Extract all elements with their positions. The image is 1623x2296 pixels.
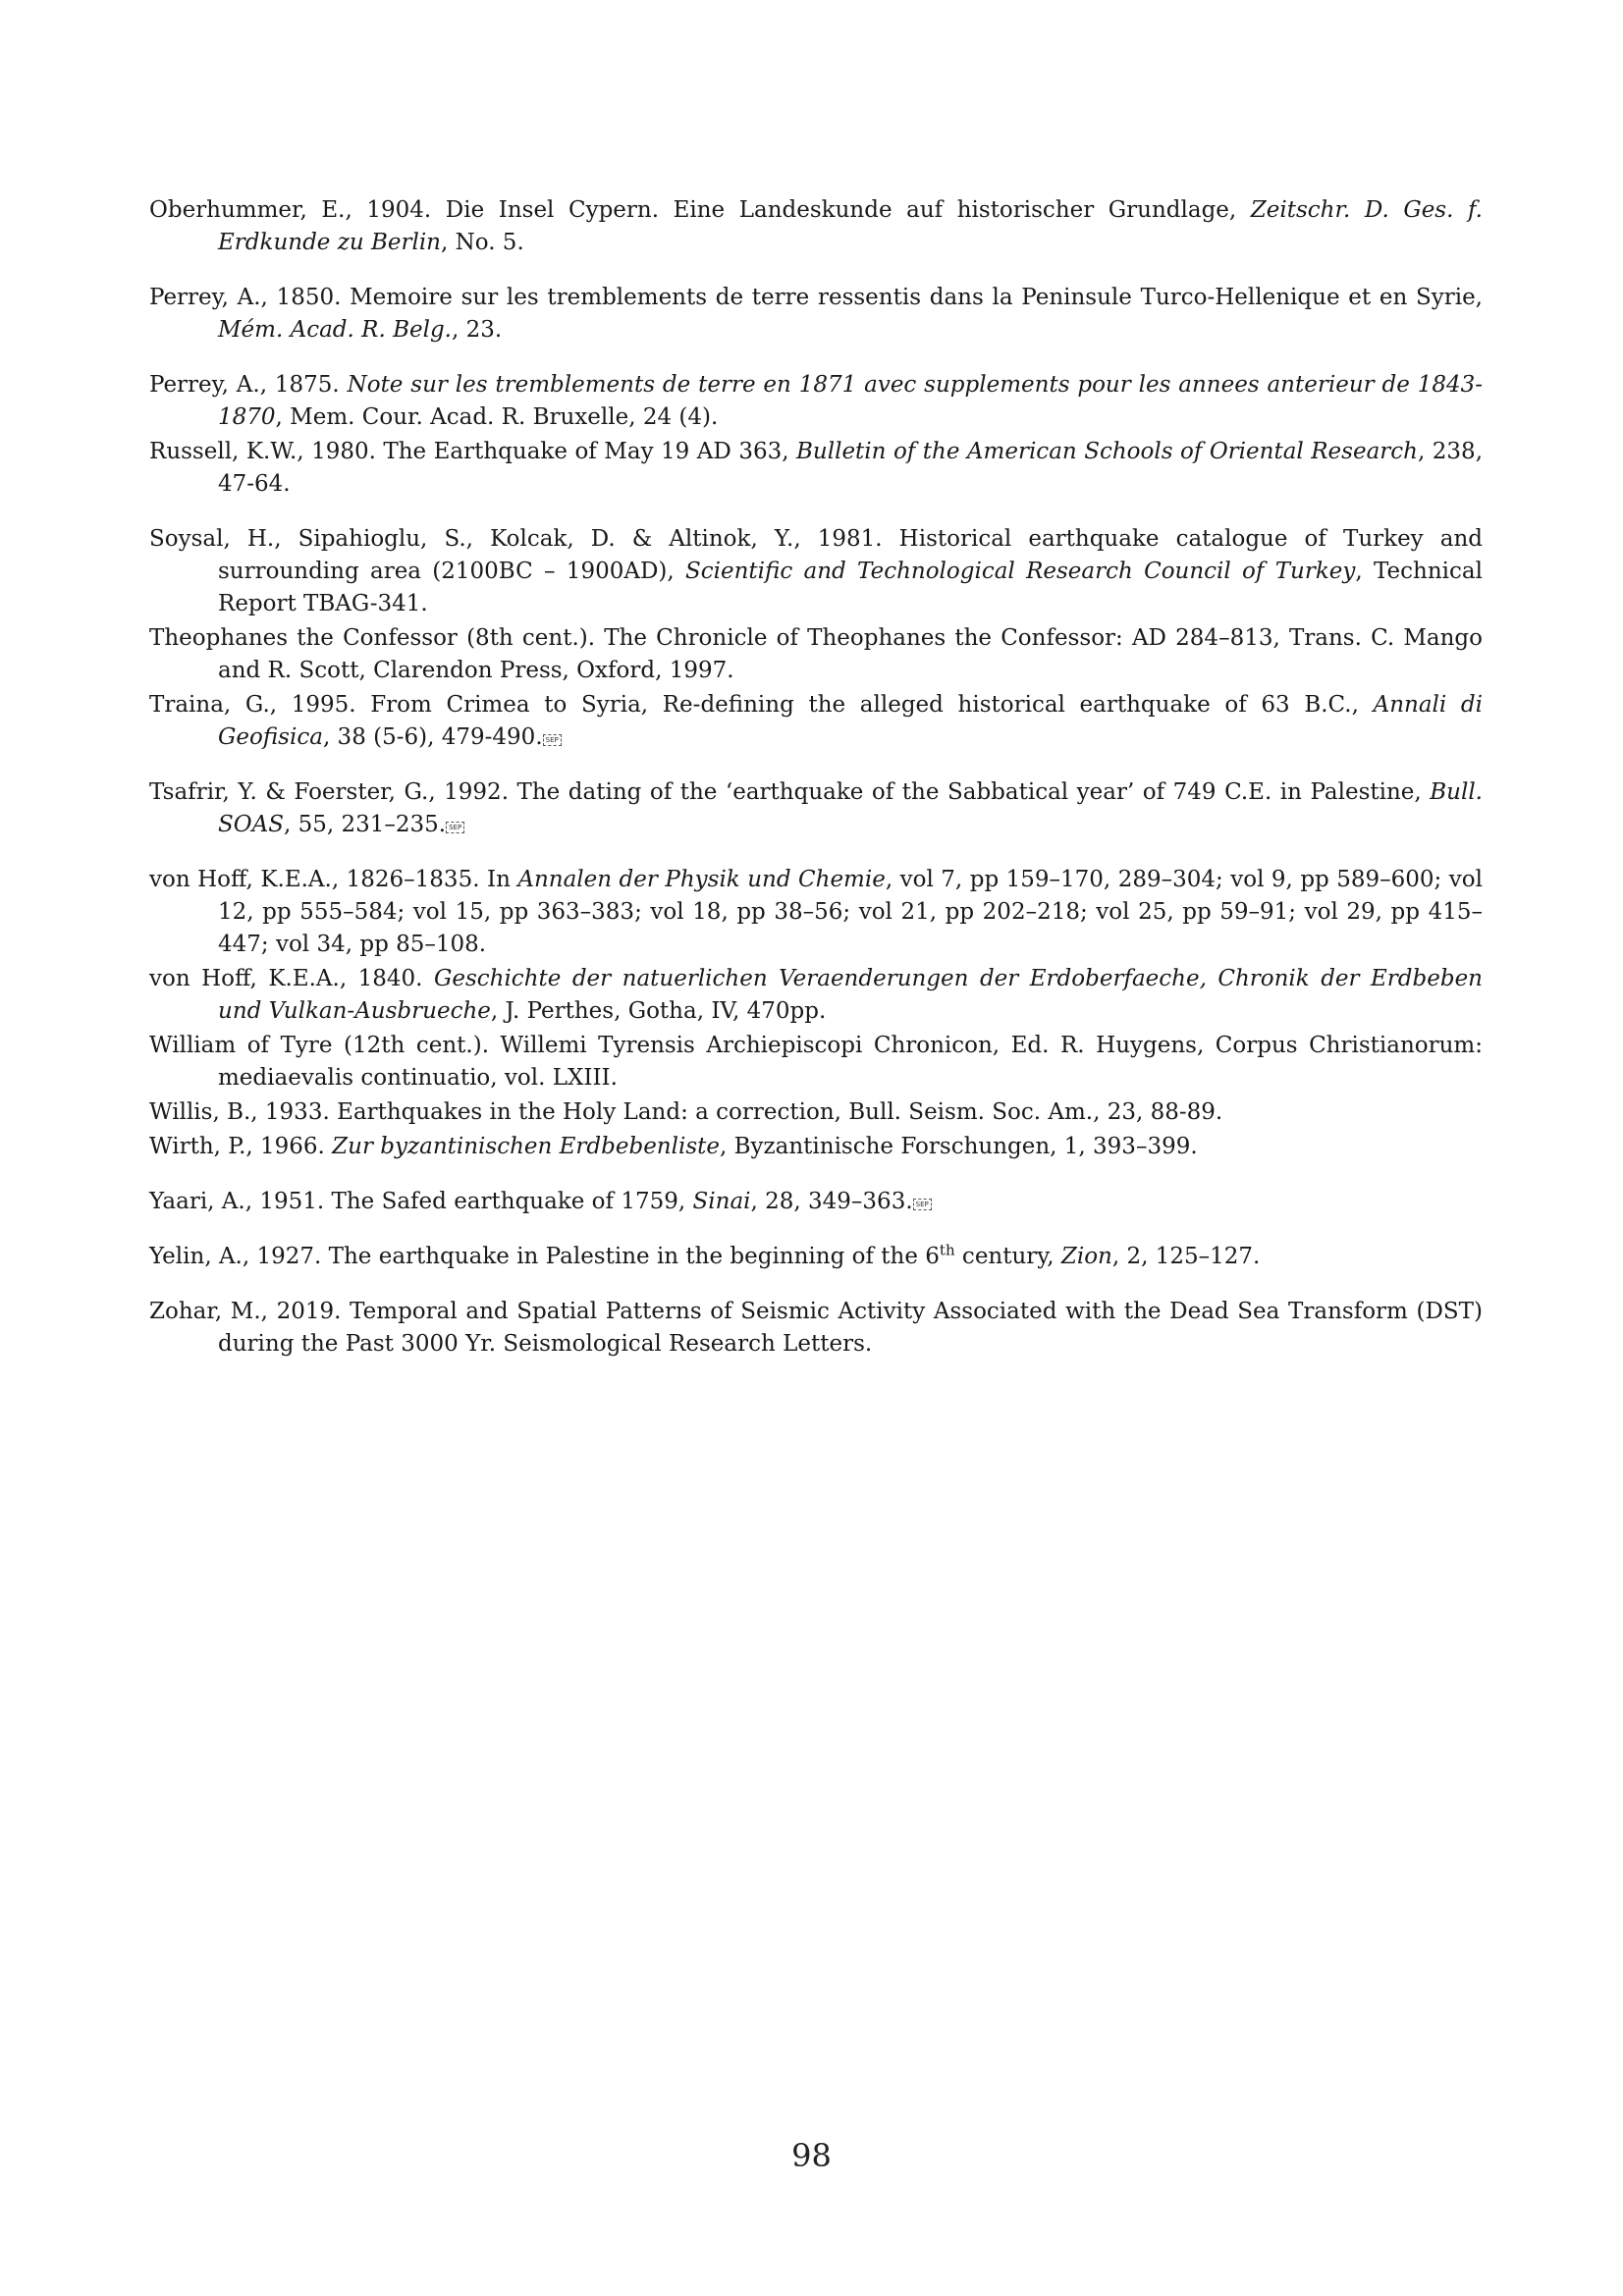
reference-entry <box>149 282 1483 347</box>
reference-text: Perrey, A., 1875. <box>149 372 348 398</box>
reference-text: century, <box>954 1244 1061 1269</box>
reference-text: Tsafrir, Y. & Foerster, G., 1992. The dating of the ‘earthquake of the Sabbatical year’ of 749 C.E. in Palestine, <box>149 779 1431 805</box>
reference-text: Russell, K.W., 1980. The Earthquake of May 19 AD 363, <box>149 439 797 464</box>
italic-text: Scientific and Technological Research Council of Turkey <box>684 559 1356 584</box>
italic-text: Note sur les tremblements de terre en 1871 avec supplements pour les annees anterieur de 1843-1870 <box>218 372 1483 430</box>
superscript-text: th <box>939 1241 955 1259</box>
italic-text: Geschichte der natuerlichen Veraenderungen der Erdoberfaeche, Chronik der Erdbeben und Vulkan-Ausbrueche <box>218 966 1483 1024</box>
italic-text: Zur byzantinischen Erdbebenliste <box>332 1134 720 1159</box>
reference-text: , 238, 47-64. <box>218 439 1484 497</box>
reference-entry <box>149 622 1483 687</box>
reference-text: Yaari, A., 1951. The Safed earthquake of 1759, <box>149 1189 693 1214</box>
separator-mark: SEP <box>913 1199 932 1210</box>
reference-text: Perrey, A., 1850. Memoire sur les tremblements de terre ressentis dans la Peninsule Turco-Hellenique et en Syrie, <box>149 285 1483 310</box>
reference-text: Traina, G., 1995. From Crimea to Syria, Re-defining the alleged historical earthquake of 63 B.C., <box>149 692 1374 718</box>
reference-text: von Hoff, K.E.A., 1840. <box>149 966 434 991</box>
reference-entry <box>149 523 1483 620</box>
reference-text: Zohar, M., 2019. Temporal and Spatial Patterns of Seismic Activity Associated with the Dead Sea Transform (DST) during the Past 3000 Yr. Seismological Research Letters. <box>149 1299 1483 1357</box>
reference-entry <box>149 194 1483 259</box>
italic-text: Bull. SOAS <box>218 779 1483 837</box>
reference-entry <box>149 963 1483 1028</box>
reference-text: Willis, B., 1933. Earthquakes in the Holy Land: a correction, Bull. Seism. Soc. Am., 23, 88-89. <box>149 1099 1223 1125</box>
reference-entry <box>149 369 1483 434</box>
reference-text: , vol 7, pp 159–170, 289–304; vol 9, pp 589–600; vol 12, pp 555–584; vol 15, pp 363–383; vol 18, pp 38–56; vol 21, pp 202–218; vol 25, pp 59–91; vol 29, pp 415–447; vol 34, pp 85–108. <box>218 867 1483 957</box>
italic-text: Annalen der Physik und Chemie <box>517 867 886 892</box>
reference-list <box>149 194 1483 1361</box>
separator-mark: SEP <box>543 734 562 746</box>
reference-text: , 55, 231–235. <box>283 812 447 837</box>
reference-entry <box>149 1241 1483 1273</box>
reference-entry <box>149 436 1483 501</box>
reference-entry <box>149 776 1483 841</box>
reference-text: , 38 (5-6), 479-490. <box>322 724 543 750</box>
reference-text: , 28, 349–363. <box>750 1189 913 1214</box>
reference-text: Theophanes the Confessor (8th cent.). The Chronicle of Theophanes the Confessor: AD 284–813, Trans. C. Mango and R. Scott, Clarendon Press, Oxford, 1997. <box>149 625 1483 683</box>
reference-text: , Mem. Cour. Acad. R. Bruxelle, 24 (4). <box>275 404 719 430</box>
reference-text: , J. Perthes, Gotha, IV, 470pp. <box>490 998 827 1024</box>
reference-text: , No. 5. <box>441 230 524 255</box>
reference-entry <box>149 1131 1483 1163</box>
italic-text: Sinai <box>692 1189 751 1214</box>
reference-entry <box>149 1296 1483 1361</box>
reference-text: , 2, 125–127. <box>1111 1244 1261 1269</box>
reference-text: Wirth, P., 1966. <box>149 1134 333 1159</box>
reference-text: von Hoff, K.E.A., 1826–1835. In <box>149 867 518 892</box>
italic-text: Annali di Geofisica <box>218 692 1483 750</box>
page-number: 98 <box>791 2137 832 2174</box>
italic-text: Zion <box>1060 1244 1112 1269</box>
reference-entry <box>149 864 1483 961</box>
reference-text: Yelin, A., 1927. The earthquake in Palestine in the beginning of the 6 <box>149 1244 940 1269</box>
reference-entry <box>149 689 1483 754</box>
reference-text: , Technical Report TBAG-341. <box>218 559 1483 616</box>
reference-entry <box>149 1186 1483 1218</box>
separator-mark: SEP <box>446 822 464 833</box>
reference-text: , 23. <box>452 317 503 343</box>
reference-entry <box>149 1030 1483 1095</box>
italic-text: Mém. Acad. R. Belg. <box>218 317 452 343</box>
italic-text: Zeitschr. D. Ges. f. Erdkunde zu Berlin <box>218 197 1483 255</box>
italic-text: Bulletin of the American Schools of Oriental Research <box>796 439 1418 464</box>
reference-text: Soysal, H., Sipahioglu, S., Kolcak, D. & Altinok, Y., 1981. Historical earthquake catalogue of Turkey and surrounding area (2100BC – 1900AD), <box>149 526 1483 584</box>
reference-entry <box>149 1096 1483 1129</box>
reference-text: Oberhummer, E., 1904. Die Insel Cypern. Eine Landeskunde auf historischer Grundlage, <box>149 197 1251 223</box>
reference-text: , Byzantinische Forschungen, 1, 393–399. <box>720 1134 1198 1159</box>
reference-text: William of Tyre (12th cent.). Willemi Tyrensis Archiepiscopi Chronicon, Ed. R. Huygens, Corpus Christianorum: mediaevalis continuatio, vol. LXIII. <box>149 1033 1483 1091</box>
